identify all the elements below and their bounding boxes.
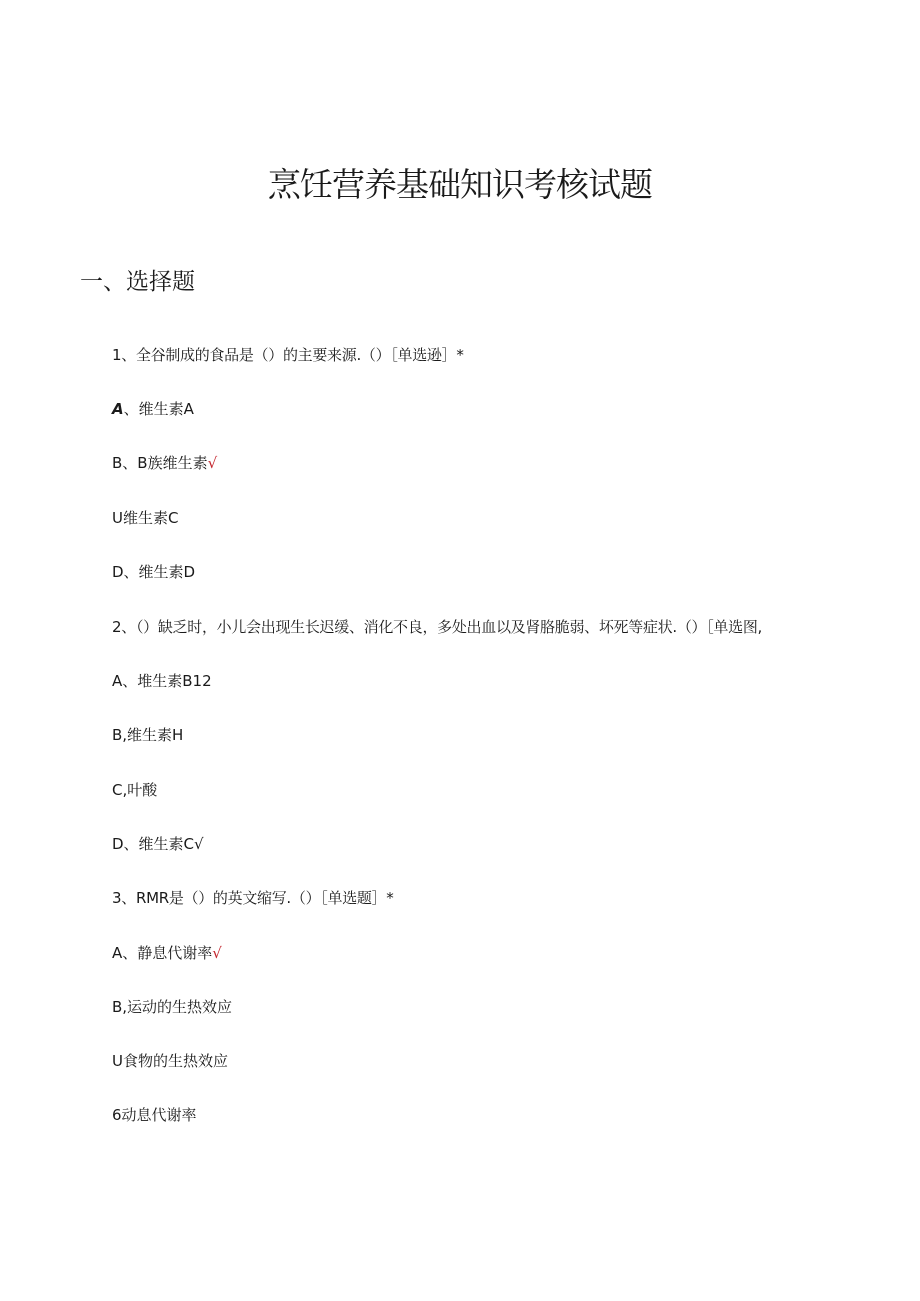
answer-option — [112, 507, 178, 529]
question-stem: 2、（）缺乏时，小儿会出现生长迟缓、消化不良，多处出血以及肾胳脆弱、坏死等症状.（）［单选图, — [112, 618, 762, 636]
correct-checkmark: √ — [194, 835, 204, 853]
option-text: U食物的生热效应 — [112, 1052, 228, 1070]
correct-checkmark: √ — [207, 454, 218, 472]
option-text: A、堆生素B12 — [112, 672, 212, 690]
answer-option — [112, 1104, 197, 1126]
option-text: B,维生素H — [112, 726, 184, 744]
section-heading: 一、选择题 — [80, 269, 195, 295]
option-text: B、B族维生素 — [112, 454, 208, 472]
answer-option — [112, 1050, 228, 1072]
answer-option — [112, 398, 194, 420]
option-text: C,叶酸 — [112, 781, 158, 799]
answer-option — [112, 670, 212, 692]
option-text: U维生素C — [112, 509, 179, 527]
option-text: A、静息代谢率 — [112, 944, 213, 962]
answer-option — [112, 724, 183, 746]
answer-option — [112, 452, 217, 474]
answer-option — [112, 833, 204, 855]
answer-option — [112, 942, 222, 964]
answer-option — [112, 561, 195, 583]
correct-checkmark: √ — [212, 944, 222, 962]
question-stem: 3、RMR是（）的英文缩写.（）［单选题］* — [112, 889, 394, 907]
answer-option — [112, 996, 232, 1018]
question-stem: 1、全谷制成的食品是（）的主要来源.（）［单选逊］* — [112, 346, 464, 364]
option-text: B,运动的生热效应 — [112, 998, 233, 1016]
option-letter: A — [112, 400, 124, 418]
document-title: 烹饪营养基础知识考核试题 — [268, 165, 652, 204]
option-text: D、维生素C — [112, 835, 195, 853]
answer-option — [112, 779, 157, 801]
option-text: 6动息代谢率 — [112, 1106, 197, 1124]
option-text: 、维生素A — [123, 400, 194, 418]
option-text: D、维生素D — [112, 563, 196, 581]
